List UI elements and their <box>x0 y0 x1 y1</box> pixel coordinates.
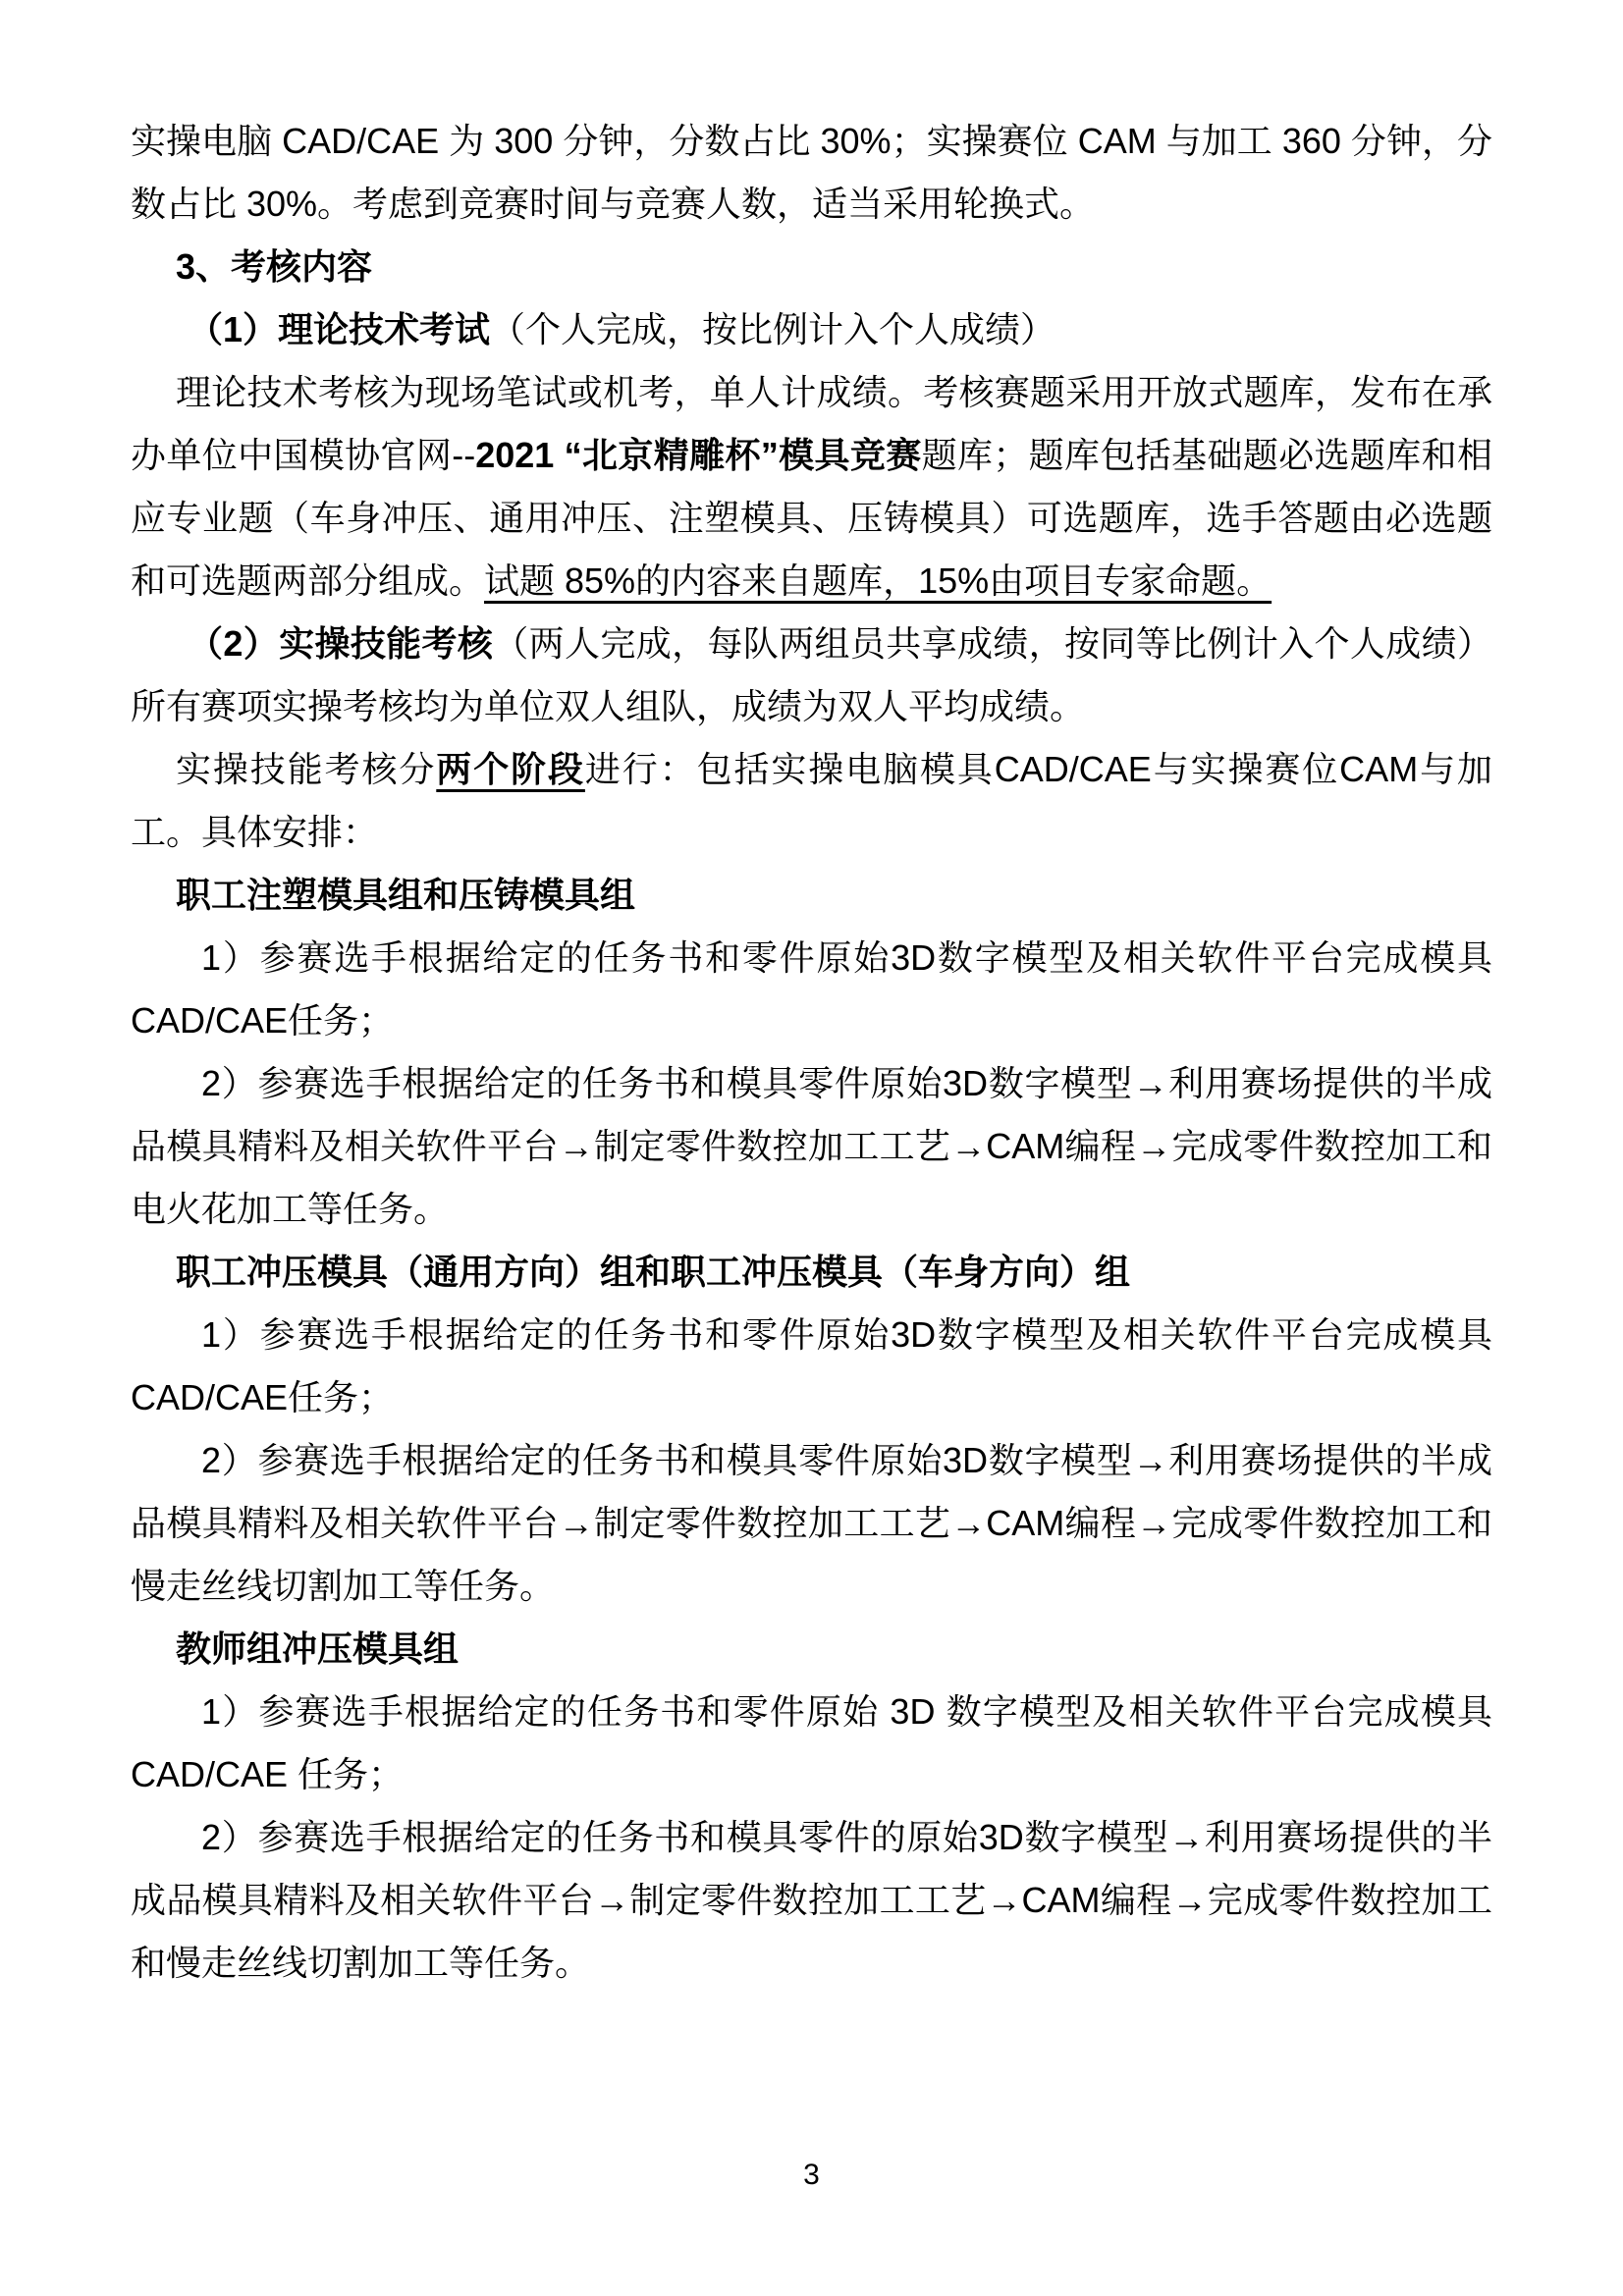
text-run: 实操技能考核分 <box>176 749 437 789</box>
text-run: （1）理论技术考试 <box>188 309 491 349</box>
heading-assessment-content <box>131 236 1492 298</box>
text-run: （个人完成，按比例计入个人成绩） <box>490 309 1056 349</box>
heading-group-stamping <box>131 1241 1492 1304</box>
text-run: 2）参赛选手根据给定的任务书和模具零件的原始3D数字模型→利用赛场提供的半成品模具精料及相关软件平台→制定零件数控加工工艺→CAM编程→完成零件数控加工和慢走丝线切割加工等任务。 <box>131 1817 1492 1983</box>
text-run: 2021 “北京精雕杯”模具竞赛 <box>475 435 922 475</box>
para-practical-exam-title <box>131 613 1492 738</box>
para-theory-exam-detail <box>131 361 1492 613</box>
text-run: （2）实操技能考核 <box>188 623 494 664</box>
page-number: 3 <box>803 2159 820 2191</box>
text-run: 实操电脑 CAD/CAE 为 300 分钟，分数占比 30%；实操赛位 CAM 与加工 360 分钟，分数占比 30%。考虑到竞赛时间与竞赛人数，适当采用轮换式。 <box>131 121 1492 224</box>
text-run: 题库；题库包括基础题必选题库和相应专业题（车身冲压、通用冲压、注塑模具、压铸模具）可选题库，选手答题由必选题和可选题两部分组成。 <box>131 435 1492 601</box>
text-run: 进行：包括实操电脑模具CAD/CAE与实操赛位CAM与加工。具体安排： <box>131 749 1492 852</box>
text-run: 职工注塑模具组和压铸模具组 <box>176 875 636 915</box>
text-run: 教师组冲压模具组 <box>176 1629 460 1669</box>
text-run: （两人完成，每队两组员共享成绩，按同等比例计入个人成绩）所有赛项实操考核均为单位双人组队，成绩为双人平均成绩。 <box>131 623 1492 726</box>
text-run: 试题 85%的内容来自题库，15%由项目专家命题。 <box>484 561 1272 601</box>
text-run: 两个阶段 <box>436 749 585 789</box>
list-item <box>131 1806 1492 1995</box>
heading-group-teacher <box>131 1618 1492 1681</box>
text-run: 1）参赛选手根据给定的任务书和零件原始3D数字模型及相关软件平台完成模具CAD/CAE任务； <box>131 937 1492 1041</box>
list-item <box>131 1052 1492 1241</box>
text-run: 职工冲压模具（通用方向）组和职工冲压模具（车身方向）组 <box>176 1252 1131 1292</box>
text-run: 1）参赛选手根据给定的任务书和零件原始 3D 数字模型及相关软件平台完成模具 CAD/CAE 任务； <box>131 1691 1492 1794</box>
heading-group-injection-diecast <box>131 864 1492 927</box>
text-run: 2）参赛选手根据给定的任务书和模具零件原始3D数字模型→利用赛场提供的半成品模具精料及相关软件平台→制定零件数控加工工艺→CAM编程→完成零件数控加工和电火花加工等任务。 <box>131 1063 1492 1229</box>
text-run: 2）参赛选手根据给定的任务书和模具零件原始3D数字模型→利用赛场提供的半成品模具精料及相关软件平台→制定零件数控加工工艺→CAM编程→完成零件数控加工和慢走丝线切割加工等任务。 <box>131 1440 1492 1606</box>
text-run: 3、考核内容 <box>176 246 373 287</box>
list-item <box>131 1681 1492 1806</box>
text-run: 理论技术考核为现场笔试或机考，单人计成绩。考核赛题采用开放式题库，发布在承办单位中国模协官网-- <box>131 372 1492 475</box>
document-content <box>131 110 1492 1995</box>
para-two-stages <box>131 738 1492 864</box>
text-run: 1）参赛选手根据给定的任务书和零件原始3D数字模型及相关软件平台完成模具CAD/CAE任务； <box>131 1314 1492 1417</box>
para-theory-exam-title <box>131 298 1492 361</box>
para-exam-duration <box>131 110 1492 236</box>
list-item <box>131 1429 1492 1618</box>
list-item <box>131 1304 1492 1429</box>
list-item <box>131 927 1492 1052</box>
